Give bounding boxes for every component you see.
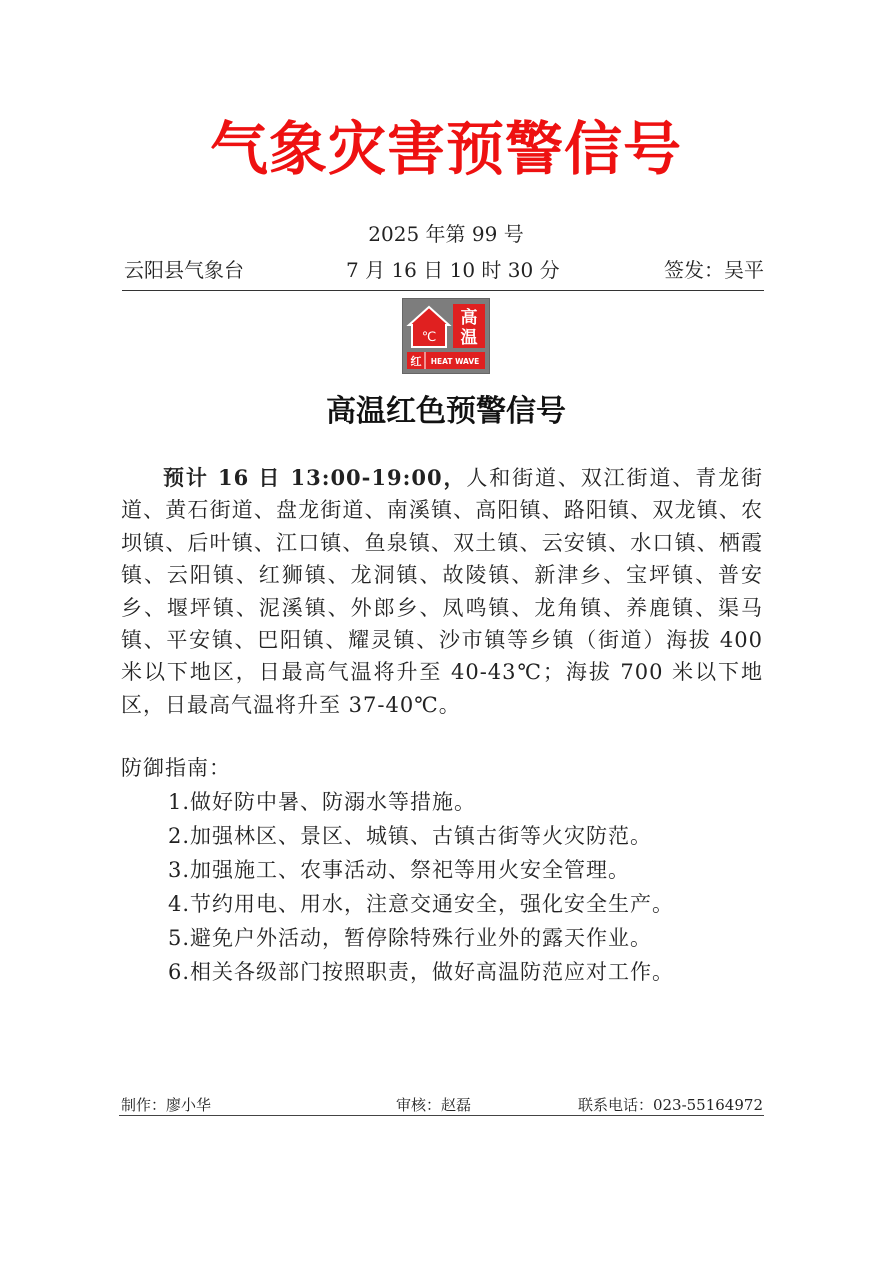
icon-english-label: HEAT WAVE	[430, 357, 480, 366]
footer-divider	[119, 1115, 764, 1116]
footer-reviewer: 审核：赵磊	[396, 1096, 472, 1114]
issuing-organization: 云阳县气象台	[124, 258, 244, 282]
issue-number: 2025 年第 99 号	[368, 222, 524, 246]
guide-item: 6.相关各级部门按照职责，做好高温防范应对工作。	[168, 960, 675, 984]
icon-char-top: 高	[460, 308, 478, 328]
heat-wave-red-signal-icon	[402, 298, 490, 374]
guide-item: 5.避免户外活动，暂停除特殊行业外的露天作业。	[168, 926, 653, 950]
guide-item: 3.加强施工、农事活动、祭祀等用火安全管理。	[168, 858, 631, 882]
affected-areas-text: 人和街道、双江街道、青龙街道、黄石街道、盘龙街道、南溪镇、高阳镇、路阳镇、双龙镇、农坝镇、后叶镇、江口镇、鱼泉镇、双土镇、云安镇、水口镇、栖霞镇、云阳镇、红狮镇、龙洞镇、故陵镇、新津乡、宝坪镇、普安乡、堰坪镇、泥溪镇、外郎乡、凤鸣镇、龙角镇、养鹿镇、渠马镇、平安镇、巴阳镇、耀灵镇、沙市镇等乡镇（街道）海拔 400 米以下地区，日最高气温将升至 40-43℃；海拔 700 米以下地区，日最高气温将升至 37-40℃。	[121, 466, 763, 717]
defense-guide-title: 防御指南：	[121, 756, 231, 780]
guide-item: 1.做好防中暑、防溺水等措施。	[168, 790, 477, 814]
defense-guide-list	[168, 785, 674, 989]
footer-contact-phone: 联系电话：023-55164972	[577, 1096, 763, 1114]
icon-level-char: 红	[410, 355, 422, 368]
header-divider	[122, 290, 764, 291]
signer: 签发：吴平	[664, 258, 764, 282]
footer-maker: 制作：廖小华	[121, 1096, 212, 1114]
guide-item: 4.节约用电、用水，注意交通安全，强化安全生产。	[168, 892, 675, 916]
forecast-time-lead: 预计 16 日 13:00-19:00，	[163, 465, 467, 490]
page-title: 气象灾害预警信号	[209, 115, 682, 183]
icon-char-bottom: 温	[460, 328, 478, 348]
issue-datetime: 7 月 16 日 10 时 30 分	[346, 258, 560, 282]
celsius-symbol: ℃	[421, 330, 437, 345]
guide-item: 2.加强林区、景区、城镇、古镇古街等火灾防范。	[168, 824, 653, 848]
signal-subtitle: 高温红色预警信号	[326, 394, 566, 429]
warning-body	[121, 462, 763, 721]
